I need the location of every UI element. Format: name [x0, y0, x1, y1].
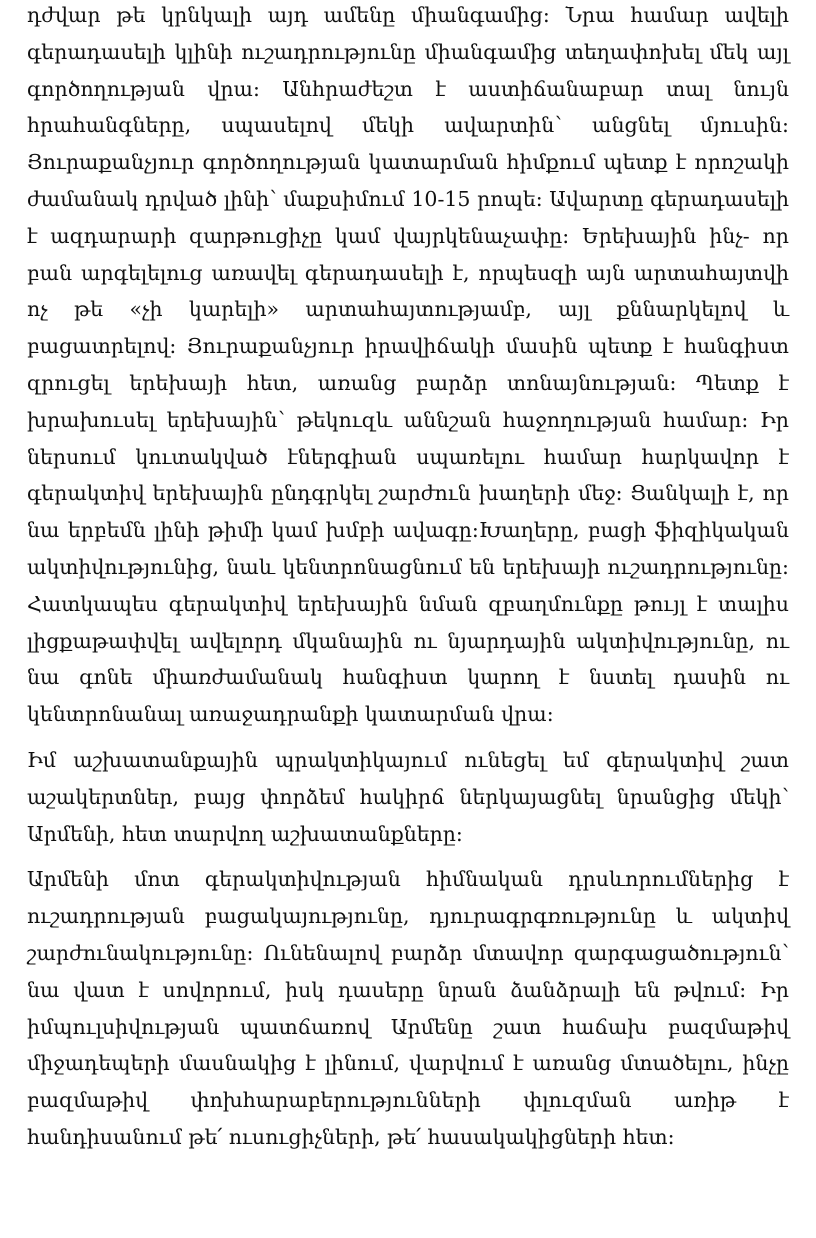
paragraph-1: դժվար թե կրնկալի այդ ամենը միանգամից։ Նրա համար ավելի գերադասելի կլինի ուշադրությունը միանգամից տեղափոխել մեկ այլ գործողության վրա։ Անհրաժեշտ է աստիճանաբար տալ նույն հրահանգները, սպասելով մեկի ավարտին՝ անցնել մյուսին։ Յուրաքանչյուր գործողության կատարման հիմքում պետք է որոշակի ժամանակ դրված լինի՝ մաքսիմում 10-15 րոպե։ Ավարտը գերադասելի է ազդարարի զարթուցիչը կամ վայրկենաչափը։ Երեխային ինչ- որ բան արգելելուց առավել գերադասելի է, որպեսզի այն արտահայտվի ոչ թե «չի կարելի» արտահայտությամբ, այլ քննարկելով և բացատրելով։ Յուրաքանչյուր իրավիճակի մասին պետք է հանգիստ զրուցել երեխայի հետ, առանց բարձր տոնայնության։ Պետք է խրախուսել երեխային՝ թեկուզև աննշան հաջողության համար։ Իր ներսում կուտակված էներգիան սպառելու համար հարկավոր է գերակտիվ երեխային ընդգրկել շարժուն խաղերի մեջ։ Ցանկալի է, որ նա երբեմն լինի թիմի կամ խմբի ավագը։Խաղերը, բացի ֆիզիկական ակտիվությունից, նաև կենտրոնացնում են երեխայի ուշադրությունը։ Հատկապես գերակտիվ երեխային նման զբաղմունքը թույլ է տալիս լիցքաթափվել ավելորդ մկանային ու նյարդային ակտիվությունը, ու նա գոնե միառժամանակ հանգիստ կարող է նստել դասին ու կենտրոնանալ առաջադրանքի կատարման վրա։	[27, 3, 789, 727]
paragraph-3: Արմենի մոտ գերակտիվության հիմնական դրսևորումներից է ուշադրության բացակայությունը, դյուրագրգռությունը և ակտիվ շարժունակությունը։ Ունենալով բարձր մտավոր զարգացածություն՝ նա վատ է սովորում, իսկ դասերը նրան ձանձրալի են թվում։ Իր իմպուլսիվության պատճառով Արմենը շատ հաճախ բազմաթիվ միջադեպերի մասնակից է լինում, վարվում է առանց մտածելու, ինչը բազմաթիվ փոխհարաբերությունների փլուզման առիթ է հանդիսանում թե՛ ուսուցիչների, թե՛ հասակակիցների հետ։	[27, 867, 789, 1149]
paragraph-2: Իմ աշխատանքային պրակտիկայում ունեցել եմ գերակտիվ շատ աշակերտներ, բայց փորձեմ հակիրճ ներկայացնել նրանցից մեկի՝ Արմենի, հետ տարվող աշխատանքները։	[27, 747, 789, 846]
document-page	[27, 0, 789, 1156]
